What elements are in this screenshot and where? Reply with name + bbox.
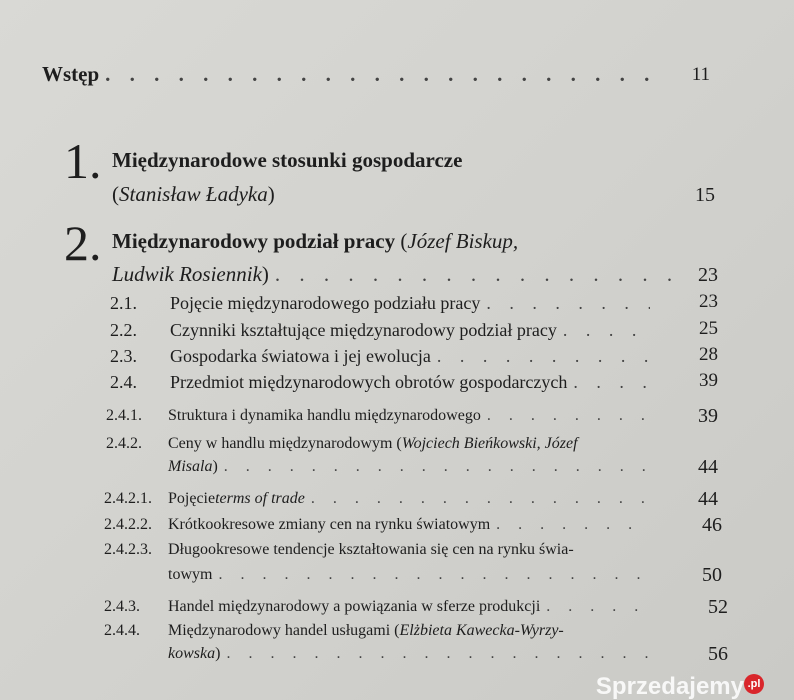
chapter-title-line: Międzynarodowy podział pracy ( Józef Biskup, [112,229,519,253]
watermark-text: Sprzedajemy [595,673,744,700]
entry-page: 39 [699,370,718,391]
chapter-page: 15 [695,184,715,206]
chapter-title: Międzynarodowy podział pracy [112,229,396,253]
watermark-tld: .pl [744,674,764,694]
entry-page: 25 [699,318,718,339]
entry-text: Czynniki kształtujące międzynarodowy podział pracy [170,320,557,340]
entry-number: 2.4.4. [104,622,140,639]
entry-number: 2.4.2.1. [104,490,152,507]
entry-page: 46 [702,514,722,536]
chapter-author: Józef Biskup, [407,229,519,253]
entry-author: Wojciech Bieńkowski, Józef [401,435,578,452]
entry-number: 2.2. [110,320,137,340]
entry-author: Elżbieta Kawecka-Wyrzy- [399,622,564,639]
entry-page: 52 [708,596,728,618]
entry-text-continued: towym [168,566,213,583]
entry-number: 2.4.2.3. [104,541,152,558]
entry-page: 39 [698,405,718,427]
entry-page: 56 [708,643,728,665]
entry-text-continued: kowska [168,645,216,662]
chapter-author-line: ( Stanisław Ładyka ) [112,182,275,206]
entry-number: 2.4.1. [106,407,142,424]
intro-page: 11 [691,64,710,85]
entry-page: 28 [699,344,718,365]
entry-text: Przedmiot międzynarodowych obrotów gospodarczych [170,372,568,392]
intro-title: Wstęp [42,62,100,86]
toc-intro [42,62,652,87]
entry-page: 44 [698,456,718,478]
entry-number: 2.4.2.2. [104,516,152,533]
entry-number: 2.1. [110,293,137,313]
entry-text: Międzynarodowy handel usługami (Elżbieta Kawecka-Wyrzy- [168,622,564,639]
chapter-author: Ludwik Rosiennik [112,262,262,286]
chapter-number: 1. [64,133,102,189]
entry-page: 50 [702,564,722,586]
chapter-author-line: Ludwik Rosiennik ) . . . [112,262,680,287]
entry-text: Długookresowe tendencje kształtowania się cen na rynku świa- [168,541,574,558]
entry-number: 2.4.3. [104,598,140,615]
entry-page: 23 [699,291,718,312]
entry-text: Ceny w handlu międzynarodowym (Wojciech Bieńkowski, Józef [168,435,578,452]
entry-text: Struktura i dynamika handlu międzynarodowego [168,407,481,424]
watermark-logo [596,674,764,700]
toc-page: Wstęp . . . 11 1. Międzynarodowe stosunki gospodarcze ( Stanisław Ładyka ) 15 2. Międzynarodowy podział pracy ( Józef Biskup, Ludwik Rosiennik ) . . . 23 2.1. Pojęcie międzynarodowego podziału pracy . . . 23 2.2. Czynniki kształtujące międzynarodowy podział pracy . . . 25 2.3. Gospodarka światowa i jej ewolucja . . . 28 2.4. Przedmiot międzynarodowych obrotów gospodarczych . . . 39 2.4.1. Struktura i dynamika handlu międzynarodowego . . . 39 2.4.2. Ceny w handlu międzynarodowym (Wojciech Bieńkowski, Józef Misala ) . . . 44 2.4.2.1. Pojęcie terms of trade . . . 44 2.4.2.2. Krótkookresowe zmiany cen na rynku światowym . . . 46 2.4.2.3. Długookresowe tendencje kształtowania się cen na rynku świa- towym . . . 50 2.4.3. Handel międzynarodowy a powiązania w sferze produkcji . . . 52 2.4.4. Międzynarodowy handel usługami (Elżbieta Kawecka-Wyrzy- kowska ) . . . 56 Sprzedajemy $^{.pl}$ [0,0,794,700]
entry-text: Pojęcie [168,490,216,507]
entry-number: 2.3. [110,346,137,366]
chapter-author: Stanisław Ładyka [119,182,268,206]
chapter-number: 2. [64,215,102,271]
entry-text: Krótkookresowe zmiany cen na rynku światowym [168,516,491,533]
chapter-title: Międzynarodowe stosunki gospodarcze [112,148,463,172]
entry-italic: terms of trade [215,490,305,507]
entry-text: Gospodarka światowa i jej ewolucja [170,346,431,366]
entry-page: 44 [698,488,718,510]
entry-number: 2.4.2. [106,435,142,452]
chapter-page: 23 [698,264,718,286]
entry-number: 2.4. [110,372,137,392]
entry-text-continued: Misala [168,458,213,475]
entry-text: Handel międzynarodowy a powiązania w sferze produkcji [168,598,541,615]
entry-text: Pojęcie międzynarodowego podziału pracy [170,293,481,313]
